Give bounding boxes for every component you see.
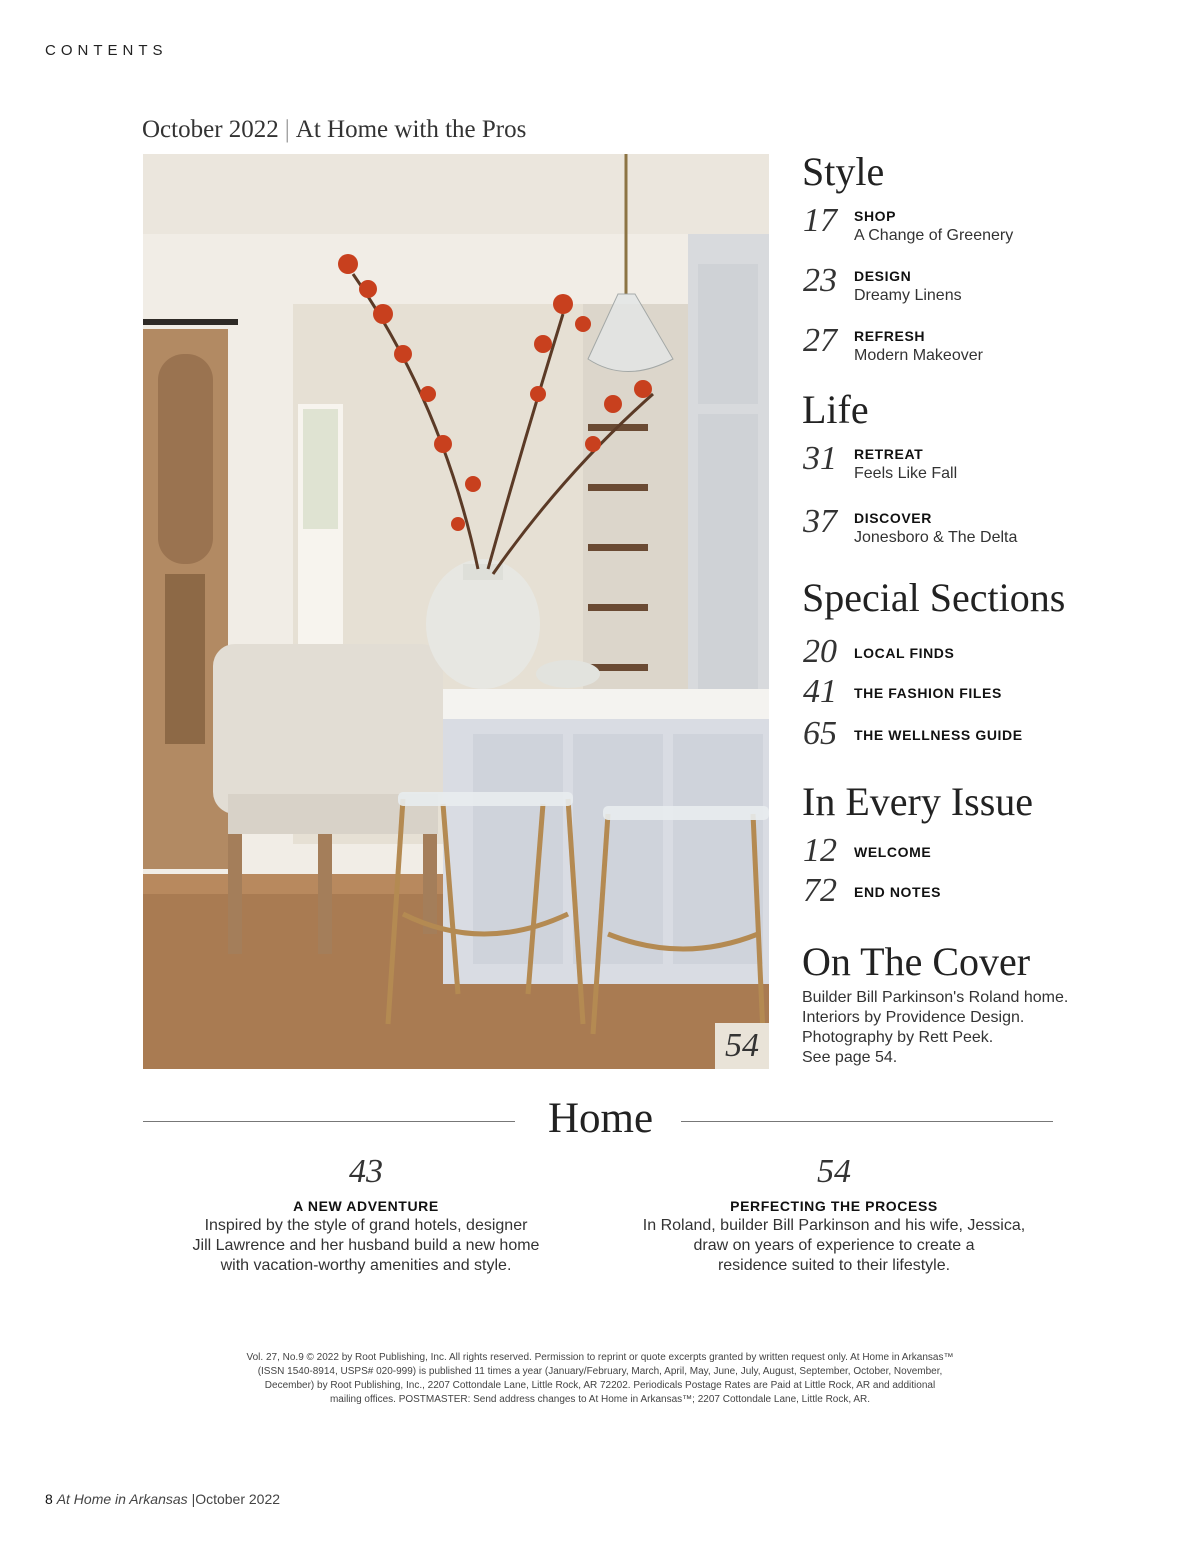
toc-page-number[interactable]: 37 (803, 503, 837, 540)
section-title-cover: On The Cover (802, 939, 1031, 984)
toc-category[interactable]: WELCOME (854, 844, 932, 860)
divider-rule (681, 1121, 1053, 1122)
story-page-number[interactable]: 54 (817, 1153, 851, 1190)
toc-article-title[interactable]: Modern Makeover (854, 347, 983, 364)
issue-heading (142, 116, 526, 144)
toc-page-number[interactable]: 27 (803, 322, 837, 359)
toc-category[interactable]: REFRESH (854, 328, 926, 344)
issue-separator: | (284, 116, 290, 143)
page-folio (45, 1491, 280, 1507)
toc-category[interactable]: RETREAT (854, 446, 924, 462)
toc-article-title[interactable]: A Change of Greenery (854, 227, 1014, 244)
folio-page-number: 8 (45, 1491, 53, 1507)
story-description-line: In Roland, builder Bill Parkinson and his wife, Jessica, (642, 1217, 1026, 1234)
toc-page-number[interactable]: 23 (803, 262, 837, 299)
section-title-style: Style (802, 149, 885, 194)
cover-line: Interiors by Providence Design. (802, 1009, 1025, 1026)
kitchen-illustration (143, 154, 769, 1069)
toc-category[interactable]: END NOTES (854, 884, 942, 900)
story-description-line: draw on years of experience to create a (693, 1237, 975, 1254)
toc-page-number[interactable]: 65 (803, 715, 837, 752)
story-description-line: with vacation-worthy amenities and style. (220, 1257, 512, 1274)
toc-page-number[interactable]: 41 (803, 673, 837, 710)
legal-line: December) by Root Publishing, Inc., 2207 Cottondale Lane, Little Rock, AR 72202. Periodicals Postage Rates are Paid at Little Rock, AR and additional (264, 1380, 936, 1391)
folio-publication: At Home in Arkansas (56, 1491, 188, 1507)
legal-notice (200, 1351, 1000, 1407)
section-title-life: Life (802, 387, 869, 432)
toc-category[interactable]: DESIGN (854, 268, 912, 284)
toc-article-title[interactable]: Feels Like Fall (854, 465, 958, 482)
section-title-every-issue: In Every Issue (802, 779, 1034, 824)
legal-line: Vol. 27, No.9 © 2022 by Root Publishing, Inc. All rights reserved. Permission to reprint or quote excerpts granted by written request only. At Home in Arkansas™ (246, 1352, 954, 1363)
home-story[interactable] (624, 1152, 1044, 1276)
cover-page-tag[interactable]: 54 (715, 1023, 769, 1069)
toc-category[interactable]: SHOP (854, 208, 897, 224)
home-story[interactable] (156, 1152, 576, 1276)
section-title-home: Home (548, 1095, 654, 1142)
toc-category[interactable]: THE FASHION FILES (854, 685, 1002, 701)
toc-article-title[interactable]: Jonesboro & The Delta (854, 529, 1018, 546)
cover-line[interactable]: See page 54. (802, 1049, 898, 1066)
folio-issue: October 2022 (195, 1491, 281, 1507)
toc-category[interactable]: THE WELLNESS GUIDE (854, 727, 1023, 743)
folio-separator: | (191, 1491, 196, 1507)
story-page-number[interactable]: 43 (349, 1153, 383, 1190)
story-category[interactable]: PERFECTING THE PROCESS (730, 1198, 938, 1214)
toc-page-number[interactable]: 20 (803, 633, 837, 670)
toc-category[interactable]: DISCOVER (854, 510, 932, 526)
story-category[interactable]: A NEW ADVENTURE (293, 1198, 439, 1214)
cover-photo[interactable] (143, 154, 769, 1069)
story-description-line: Jill Lawrence and her husband build a new home (192, 1237, 540, 1254)
toc-article-title[interactable]: Dreamy Linens (854, 287, 962, 304)
section-title-special: Special Sections (802, 575, 1066, 620)
legal-line: (ISSN 1540-8914, USPS# 020-999) is published 11 times a year (January/February, March, April, May, June, July, August, September, October, November, (257, 1366, 943, 1377)
toc-page-number[interactable]: 17 (803, 202, 837, 239)
cover-description (802, 988, 1092, 1068)
cover-line: Builder Bill Parkinson's Roland home. (802, 989, 1069, 1006)
toc-page-number[interactable]: 72 (803, 872, 837, 909)
divider-rule (143, 1121, 515, 1122)
toc-page-number[interactable]: 12 (803, 832, 837, 869)
story-description-line: Inspired by the style of grand hotels, designer (204, 1217, 528, 1234)
legal-line: mailing offices. POSTMASTER: Send address changes to At Home in Arkansas™; 2207 Cottondale Lane, Little Rock, AR. (329, 1394, 871, 1405)
toc-category[interactable]: LOCAL FINDS (854, 645, 955, 661)
story-description-line: residence suited to their lifestyle. (717, 1257, 951, 1274)
contents-label: CONTENTS (45, 42, 168, 59)
issue-theme: At Home with the Pros (295, 116, 527, 143)
cover-line: Photography by Rett Peek. (802, 1029, 994, 1046)
issue-date: October 2022 (142, 116, 279, 143)
toc-page-number[interactable]: 31 (803, 440, 837, 477)
